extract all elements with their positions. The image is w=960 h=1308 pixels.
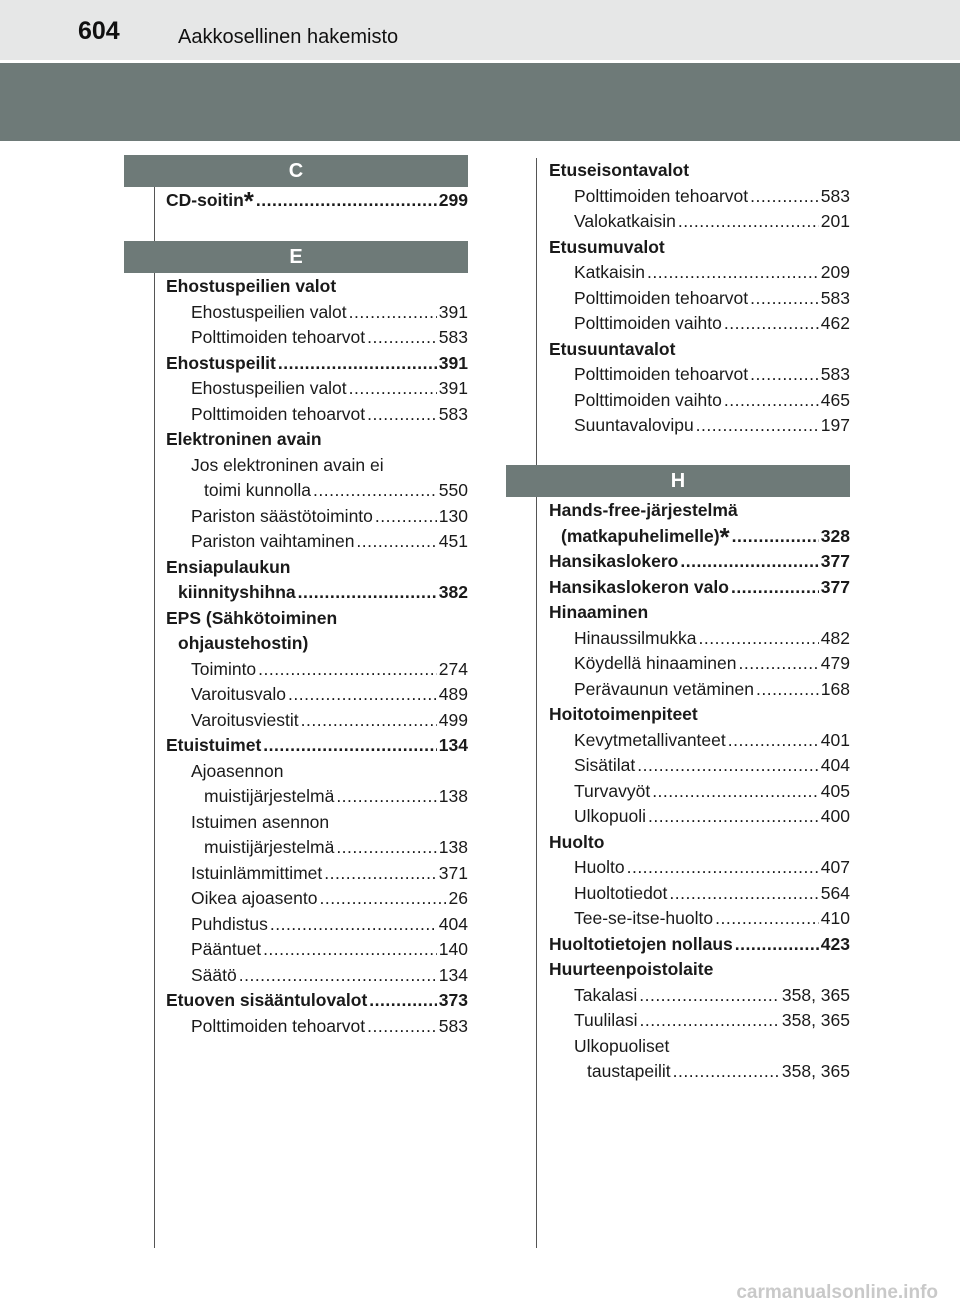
index-subentry: Polttimoiden tehoarvot ..... 583	[166, 402, 468, 428]
index-subentry: Sisätilat ..... 404	[549, 753, 850, 779]
index-subentry: Varoitusviestit ..... 499	[166, 708, 468, 734]
index-subentry: muistijärjestelmä ..... 138	[166, 784, 468, 810]
index-subentry: Ulkopuoliset	[574, 1035, 670, 1056]
index-subentry: Pääntuet ..... 140	[166, 937, 468, 963]
index-entry: EPS (Sähkötoiminen	[166, 607, 338, 628]
index-entry: Etuoven sisääntulovalot ..... 373	[166, 988, 468, 1014]
index-subentry: Ajoasennon	[191, 760, 284, 781]
index-entry: Hansikaslokeron valo ..... 377	[549, 575, 850, 601]
index-entry: Etusuuntavalot	[549, 338, 676, 359]
index-subentry: Pariston säästötoiminto ..... 130	[166, 504, 468, 530]
index-subentry: Ehostuspeilien valot ..... 391	[166, 300, 468, 326]
index-entry: Huolto	[549, 831, 605, 852]
index-entry-cont: (matkapuhelimelle)* ..... 328	[549, 524, 850, 550]
index-entry: Etusumuvalot	[549, 236, 665, 257]
index-subentry: Suuntavalovipu ..... 197	[549, 413, 850, 439]
top-bar	[0, 0, 960, 60]
section-header-h: H	[506, 465, 850, 497]
index-entry: Hansikaslokero ..... 377	[549, 549, 850, 575]
index-subentry: Köydellä hinaaminen ..... 479	[549, 651, 850, 677]
index-entry: CD-soitin* ..... 299	[166, 188, 468, 214]
index-subentry: toimi kunnolla ..... 550	[166, 478, 468, 504]
watermark: carmanualsonline.info	[736, 1282, 938, 1303]
index-subentry: Säätö ..... 134	[166, 963, 468, 989]
index-subentry: Valokatkaisin ..... 201	[549, 209, 850, 235]
index-entry: Hands-free-järjestelmä	[549, 500, 738, 520]
index-entry: Huoltotietojen nollaus ..... 423	[549, 932, 850, 958]
index-list-e-continued	[549, 158, 850, 439]
index-subentry: Kevytmetallivanteet ..... 401	[549, 728, 850, 754]
index-subentry: Polttimoiden tehoarvot ..... 583	[549, 184, 850, 210]
index-subentry: Takalasi ..... 358, 365	[549, 983, 850, 1009]
running-title: Aakkosellinen hakemisto	[178, 26, 399, 48]
index-entry: Elektroninen avain	[166, 429, 322, 449]
left-column-rule	[154, 186, 155, 1248]
index-subentry: Ulkopuoli ..... 400	[549, 804, 850, 830]
section-header-e: E	[124, 241, 468, 273]
index-subentry: Istuimen asennon	[191, 811, 330, 832]
index-subentry: Polttimoiden vaihto ..... 462	[549, 311, 850, 337]
index-subentry: Tuulilasi ..... 358, 365	[549, 1008, 850, 1034]
index-entry: Hoitotoimenpiteet	[549, 704, 698, 724]
index-list-e	[166, 274, 468, 1039]
right-column-rule	[536, 158, 537, 1248]
index-subentry: Polttimoiden vaihto ..... 465	[549, 388, 850, 414]
index-entry: Huurteenpoistolaite	[549, 959, 714, 979]
index-subentry: Polttimoiden tehoarvot ..... 583	[549, 362, 850, 388]
index-entry-cont: ohjaustehostin)	[178, 633, 309, 653]
page-number: 604	[78, 17, 120, 45]
index-entry: Etuseisontavalot	[549, 160, 690, 180]
header-band	[0, 63, 960, 141]
index-subentry: Huolto ..... 407	[549, 855, 850, 881]
index-list-c	[166, 188, 468, 214]
index-subentry: Toiminto ..... 274	[166, 657, 468, 683]
index-subentry: taustapeilit ..... 358, 365	[549, 1059, 850, 1085]
index-subentry: Perävaunun vetäminen ..... 168	[549, 677, 850, 703]
index-subentry: Varoitusvalo ..... 489	[166, 682, 468, 708]
index-subentry: muistijärjestelmä ..... 138	[166, 835, 468, 861]
index-entry: Hinaaminen	[549, 602, 649, 622]
index-subentry: Jos elektroninen avain ei	[191, 454, 384, 475]
index-entry: Ehostuspeilien valot	[166, 276, 337, 296]
index-subentry: Puhdistus ..... 404	[166, 912, 468, 938]
index-entry: Etuistuimet ..... 134	[166, 733, 468, 759]
index-subentry: Hinaussilmukka ..... 482	[549, 626, 850, 652]
index-subentry: Oikea ajoasento ..... 26	[166, 886, 468, 912]
index-subentry: Tee-se-itse-huolto ..... 410	[549, 906, 850, 932]
index-subentry: Polttimoiden tehoarvot ..... 583	[549, 286, 850, 312]
section-header-c: C	[124, 155, 468, 187]
index-list-h	[549, 498, 850, 1085]
index-subentry: Polttimoiden tehoarvot ..... 583	[166, 1014, 468, 1040]
asterisk-mark: *	[243, 186, 254, 216]
index-subentry: Pariston vaihtaminen ..... 451	[166, 529, 468, 555]
index-entry: Ehostuspeilit ..... 391	[166, 351, 468, 377]
index-subentry: Ehostuspeilien valot ..... 391	[166, 376, 468, 402]
index-subentry: Huoltotiedot ..... 564	[549, 881, 850, 907]
index-subentry: Polttimoiden tehoarvot ..... 583	[166, 325, 468, 351]
asterisk-mark: *	[719, 521, 730, 552]
index-entry-cont: kiinnityshihna ..... 382	[166, 580, 468, 606]
index-subentry: Istuinlämmittimet ..... 371	[166, 861, 468, 887]
index-subentry: Turvavyöt ..... 405	[549, 779, 850, 805]
index-subentry: Katkaisin ..... 209	[549, 260, 850, 286]
index-entry: Ensiapulaukun	[166, 556, 291, 577]
